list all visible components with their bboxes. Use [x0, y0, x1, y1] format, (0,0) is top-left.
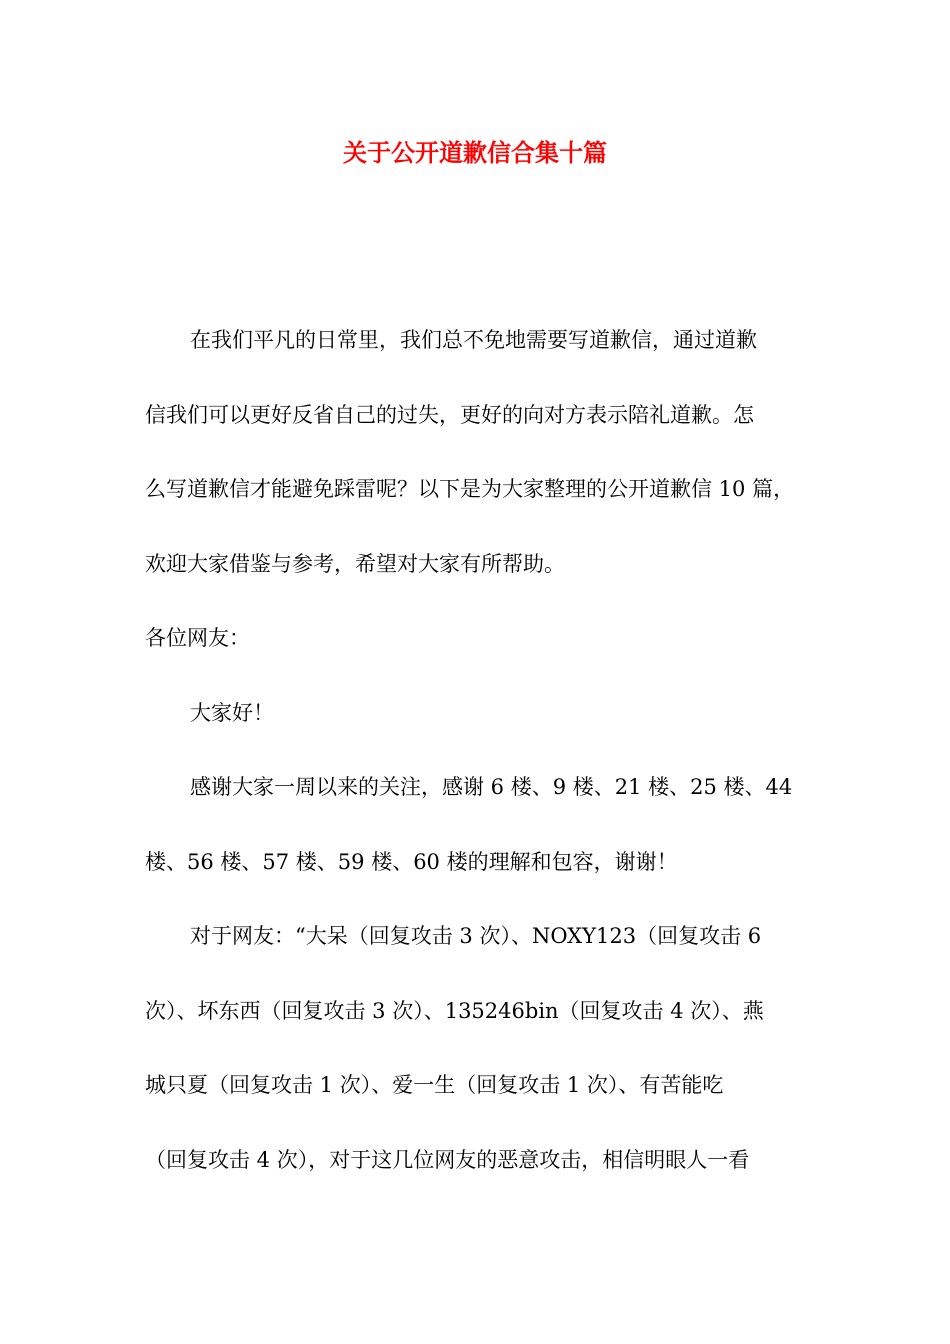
- document-title: 关于公开道歉信合集十篇: [343, 138, 607, 167]
- paragraph-line: 欢迎大家借鉴与参考，希望对大家有所帮助。: [145, 551, 565, 576]
- paragraph-line: 城只夏（回复攻击 1 次）、爱一生（回复攻击 1 次）、有苦能吃: [145, 1073, 724, 1097]
- document-body: [145, 315, 825, 1209]
- paragraph-line: 感谢大家一周以来的关注，感谢 6 楼、9 楼、21 楼、25 楼、44: [190, 775, 793, 799]
- paragraph-line: 信我们可以更好反省自己的过失，更好的向对方表示陪礼道歉。怎: [145, 402, 754, 427]
- paragraph-line: （回复攻击 4 次），对于这几位网友的恶意攻击，相信明眼人一看: [145, 1147, 750, 1172]
- paragraph-line: 楼、56 楼、57 楼、59 楼、60 楼的理解和包容，谢谢！: [145, 849, 678, 874]
- paragraph-line: 对于网友：“大呆（回复攻击 3 次）、NOXY123（回复攻击 6: [190, 924, 762, 948]
- salutation-line: 各位网友：: [145, 626, 250, 650]
- paragraph-line: 在我们平凡的日常里，我们总不免地需要写道歉信，通过道歉: [190, 328, 757, 352]
- paragraph-line: 次）、坏东西（回复攻击 3 次）、135246bin（回复攻击 4 次）、燕: [145, 998, 764, 1023]
- greeting-line: 大家好！: [190, 700, 274, 725]
- paragraph-line: 么写道歉信才能避免踩雷呢？以下是为大家整理的公开道歉信 10 篇，: [145, 477, 795, 501]
